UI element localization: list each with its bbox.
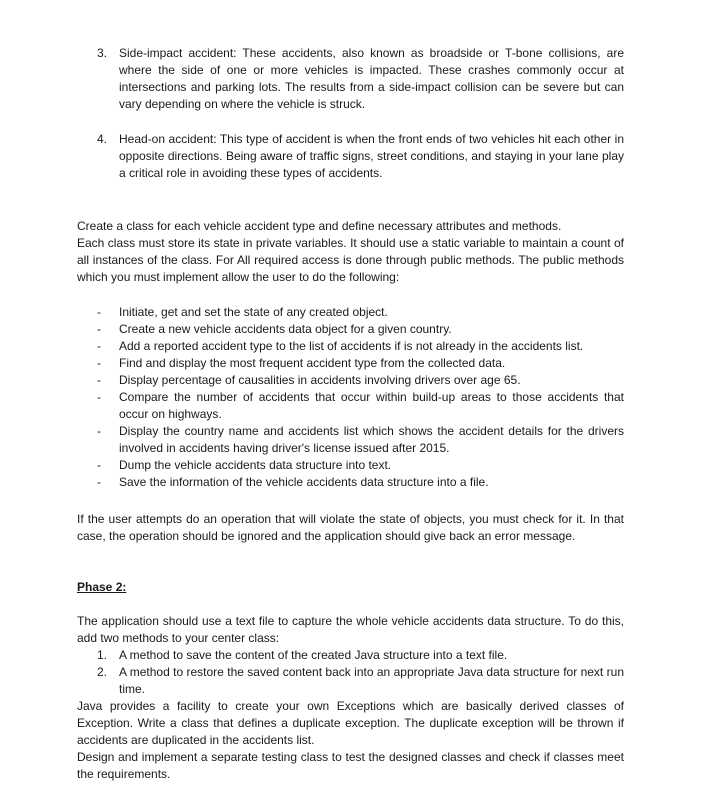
accident-type-list-2 bbox=[97, 131, 624, 182]
list-text: Dump the vehicle accidents data structure into text. bbox=[119, 458, 392, 472]
list-text: A method to restore the saved content back into an appropriate Java data structure for next run time. bbox=[119, 665, 624, 696]
list-number: 4. bbox=[97, 132, 108, 146]
intro-paragraph bbox=[77, 218, 624, 286]
intro-line-1: Create a class for each vehicle accident type and define necessary attributes and methods. bbox=[77, 219, 562, 233]
dash-mark: - bbox=[97, 373, 101, 387]
list-text: Compare the number of accidents that occur within build-up areas to those accidents that occur on highways. bbox=[119, 390, 624, 421]
list-item bbox=[97, 647, 624, 664]
dash-mark: - bbox=[97, 322, 101, 336]
dash-mark: - bbox=[97, 424, 101, 438]
list-number: 2. bbox=[97, 665, 108, 679]
testing-paragraph: Design and implement a separate testing class to test the designed classes and check if classes meet the requirements. bbox=[77, 750, 624, 781]
phase-2-intro: The application should use a text file to capture the whole vehicle accidents data structure. To do this, add two methods to your center class: bbox=[77, 614, 624, 645]
list-number: 3. bbox=[97, 46, 108, 60]
list-text: A method to save the content of the created Java structure into a text file. bbox=[119, 648, 508, 662]
list-text: Initiate, get and set the state of any created object. bbox=[119, 305, 388, 319]
phase-2-method-list bbox=[97, 647, 624, 698]
list-item bbox=[97, 389, 624, 423]
list-text: Create a new vehicle accidents data object for a given country. bbox=[119, 322, 452, 336]
dash-mark: - bbox=[97, 458, 101, 472]
list-item bbox=[97, 372, 624, 389]
list-text: Save the information of the vehicle accidents data structure into a file. bbox=[119, 475, 489, 489]
list-item bbox=[97, 457, 624, 474]
dash-mark: - bbox=[97, 339, 101, 353]
list-item bbox=[97, 474, 624, 491]
list-text: Head-on accident: This type of accident is when the front ends of two vehicles hit each other in opposite directions. Being aware of traffic signs, street conditions, and staying in your lane play a critical role in avoiding these types of accidents. bbox=[119, 132, 624, 180]
list-text: Side-impact accident: These accidents, also known as broadside or T-bone collisions, are where the side of one or more vehicles is impacted. These crashes commonly occur at intersections and parking lots. The results from a side-impact collision can be severe but can vary depending on where the vehicle is struck. bbox=[119, 46, 624, 111]
exceptions-paragraph: Java provides a facility to create your own Exceptions which are basically derived classes of Exception. Write a class that defines a duplicate exception. The duplicate exception will be thrown if accidents are duplicated in the accidents list. bbox=[77, 699, 624, 747]
error-paragraph: If the user attempts do an operation that will violate the state of objects, you must check for it. In that case, the operation should be ignored and the application should give back an error message. bbox=[77, 512, 624, 543]
list-item bbox=[97, 321, 624, 338]
accident-type-list bbox=[97, 45, 624, 113]
dash-mark: - bbox=[97, 390, 101, 404]
list-text: Display percentage of causalities in accidents involving drivers over age 65. bbox=[119, 373, 521, 387]
list-text: Add a reported accident type to the list of accidents if is not already in the accidents list. bbox=[119, 339, 584, 353]
dash-mark: - bbox=[97, 356, 101, 370]
list-item bbox=[97, 304, 624, 321]
accident-item-head-on bbox=[97, 131, 624, 182]
list-text: Find and display the most frequent accident type from the collected data. bbox=[119, 356, 506, 370]
list-item bbox=[97, 355, 624, 372]
list-item bbox=[97, 423, 624, 457]
phase-2-heading: Phase 2: bbox=[77, 580, 127, 594]
list-item bbox=[97, 664, 624, 698]
dash-mark: - bbox=[97, 475, 101, 489]
list-number: 1. bbox=[97, 648, 108, 662]
list-item bbox=[97, 338, 624, 355]
intro-rest: Each class must store its state in private variables. It should use a static variable to maintain a count of all instances of the class. For All required access is done through public methods. The public methods which you must implement allow the user to do the following: bbox=[77, 236, 624, 284]
list-text: Display the country name and accidents list which shows the accident details for the drivers involved in accidents having driver's license issued after 2015. bbox=[119, 424, 624, 455]
accident-item-side-impact bbox=[97, 45, 624, 113]
dash-mark: - bbox=[97, 305, 101, 319]
requirements-list bbox=[97, 304, 624, 491]
